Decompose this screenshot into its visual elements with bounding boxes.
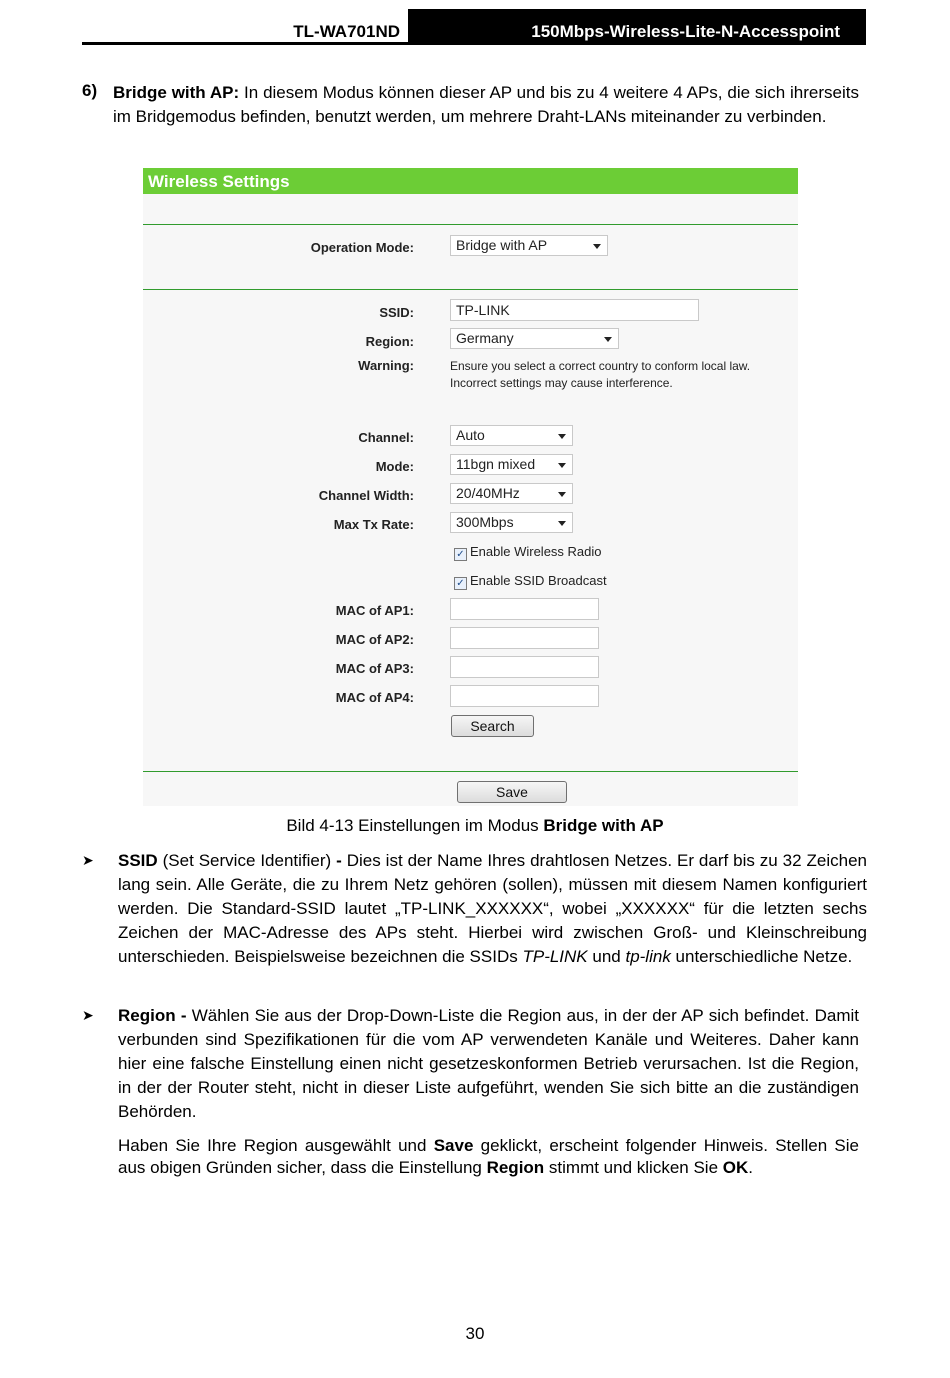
channel-width-label: Channel Width: bbox=[318, 488, 414, 503]
bullet-arrow-icon: ➤ bbox=[82, 852, 94, 868]
enable-wireless-radio-row bbox=[454, 544, 602, 561]
section-text: In diesem Modus können dieser AP und bis zu 4 weitere 4 APs, die sich ihrerseits im Bridgemodus befinden, benutzt werden, um mehrere Draht-LANs miteinander zu verbinden. bbox=[113, 83, 859, 126]
save-button[interactable]: Save bbox=[457, 781, 567, 803]
warning-text bbox=[450, 358, 750, 392]
wireless-settings-screenshot bbox=[143, 168, 798, 806]
ssid-term: SSID bbox=[118, 851, 158, 870]
section-number: 6) bbox=[82, 81, 98, 100]
mode-value: 11bgn mixed bbox=[456, 456, 536, 472]
caption-bold: Bridge with AP bbox=[543, 816, 664, 835]
mac-ap3-input[interactable] bbox=[450, 656, 599, 678]
ssid-input[interactable]: TP-LINK bbox=[450, 299, 699, 321]
divider bbox=[143, 771, 798, 772]
channel-label: Channel: bbox=[358, 430, 414, 445]
bullet-arrow-icon: ➤ bbox=[82, 1007, 94, 1023]
chevron-down-icon bbox=[593, 244, 601, 249]
warning-label: Warning: bbox=[358, 358, 414, 373]
ssid-example-1: TP-LINK bbox=[522, 947, 588, 966]
enable-wireless-radio-label: Enable Wireless Radio bbox=[470, 544, 602, 559]
note-bold-save: Save bbox=[433, 1136, 474, 1155]
mac-ap2-input[interactable] bbox=[450, 627, 599, 649]
mac-ap1-input[interactable] bbox=[450, 598, 599, 620]
mac-ap4-input[interactable] bbox=[450, 685, 599, 707]
section-heading: Bridge with AP: bbox=[113, 83, 240, 102]
search-button[interactable]: Search bbox=[451, 715, 534, 737]
warning-line-1: Ensure you select a correct country to conform local law. bbox=[450, 359, 751, 373]
note-text-4: . bbox=[748, 1158, 753, 1177]
ssid-label: SSID: bbox=[379, 305, 414, 320]
max-tx-rate-label: Max Tx Rate: bbox=[333, 517, 414, 532]
ssid-and: und bbox=[587, 947, 626, 966]
channel-select[interactable] bbox=[450, 425, 573, 446]
enable-ssid-broadcast-row bbox=[454, 573, 607, 590]
channel-width-select[interactable] bbox=[450, 483, 573, 504]
region-term: Region - bbox=[118, 1006, 187, 1025]
operation-mode-label: Operation Mode: bbox=[310, 240, 414, 255]
chevron-down-icon bbox=[558, 492, 566, 497]
region-label: Region: bbox=[365, 334, 414, 349]
note-text-3: stimmt und klicken Sie bbox=[544, 1158, 723, 1177]
page-number: 30 bbox=[465, 1324, 485, 1343]
channel-width-value: 20/40MHz bbox=[456, 485, 520, 501]
max-tx-rate-select[interactable] bbox=[450, 512, 573, 533]
operation-mode-value: Bridge with AP bbox=[456, 237, 548, 253]
enable-ssid-broadcast-checkbox[interactable]: ✓ bbox=[454, 577, 467, 590]
ssid-paragraph bbox=[118, 849, 867, 969]
enable-wireless-radio-checkbox[interactable]: ✓ bbox=[454, 548, 467, 561]
region-text: Wählen Sie aus der Drop-Down-Liste die Region aus, in der der AP sich befindet. Damit verbunden sind Spezifikationen für die vom AP verwendeten Kanäle und Weiteres. Daher kann hier eine falsche Einstellung einen nicht gesetzeskonformen Betrieb verursachen. Ist die Region, in der der Router steht, nicht in dieser Liste aufgeführt, wenden Sie sich bitte an die zuständigen Behörden. bbox=[118, 1006, 859, 1121]
max-tx-rate-value: 300Mbps bbox=[456, 514, 514, 530]
ssid-example-2: tp-link bbox=[625, 947, 671, 966]
operation-mode-select[interactable] bbox=[450, 235, 608, 256]
warning-line-2: Incorrect settings may cause interference. bbox=[450, 376, 673, 390]
mac-ap1-label: MAC of AP1: bbox=[335, 603, 414, 618]
chevron-down-icon bbox=[558, 463, 566, 468]
mode-label: Mode: bbox=[375, 459, 414, 474]
mac-ap4-label: MAC of AP4: bbox=[335, 690, 414, 705]
region-note-paragraph bbox=[118, 1135, 859, 1179]
ssid-paren: (Set Service Identifier) bbox=[157, 851, 337, 870]
header-rule bbox=[82, 42, 866, 45]
note-bold-ok: OK bbox=[722, 1158, 749, 1177]
chevron-down-icon bbox=[558, 434, 566, 439]
chevron-down-icon bbox=[558, 521, 566, 526]
mac-ap2-label: MAC of AP2: bbox=[335, 632, 414, 647]
mode-select[interactable] bbox=[450, 454, 573, 475]
ssid-text-2: unterschiedliche Netze. bbox=[670, 947, 853, 966]
caption-prefix: Bild 4-13 Einstellungen im Modus bbox=[286, 816, 544, 835]
chevron-down-icon bbox=[604, 337, 612, 342]
header-product: 150Mbps-Wireless-Lite-N-Accesspoint bbox=[408, 9, 866, 45]
panel-title: Wireless Settings bbox=[143, 168, 798, 194]
enable-ssid-broadcast-label: Enable SSID Broadcast bbox=[470, 573, 607, 588]
header-model: TL-WA701ND bbox=[293, 22, 400, 41]
note-text-1: Haben Sie Ihre Region ausgewählt und bbox=[118, 1136, 434, 1155]
divider bbox=[143, 224, 798, 225]
divider bbox=[143, 289, 798, 290]
ssid-dash: - bbox=[336, 851, 342, 870]
mac-ap3-label: MAC of AP3: bbox=[335, 661, 414, 676]
figure-caption bbox=[0, 816, 950, 836]
channel-value: Auto bbox=[456, 427, 485, 443]
region-value: Germany bbox=[456, 330, 514, 346]
region-select[interactable] bbox=[450, 328, 619, 349]
section-paragraph bbox=[113, 81, 859, 129]
ssid-text-1: Dies ist der Name Ihres drahtlosen Netzes. Er darf bis zu 32 Zeichen lang sein. Alle Geräte, die zu Ihrem Netz gehören (sollen), müssen mit diesem Namen konfiguriert werden. Die Standard-SSID lautet „TP-LINK_XXXXXX“, wobei „XXXXXX“ für die letzten sechs Zeichen der MAC-Adresse des APs steht. Hierbei wird zwischen Groß- und Kleinschreibung unterschieden. Beispielsweise bezeichnen die SSIDs bbox=[118, 851, 867, 966]
note-bold-region: Region bbox=[486, 1158, 545, 1177]
note-text-2: geklickt, erscheint folgender Hinweis. Stellen Sie aus obigen Gründen sicher, dass die Einstellung bbox=[118, 1136, 859, 1177]
region-paragraph bbox=[118, 1004, 859, 1124]
